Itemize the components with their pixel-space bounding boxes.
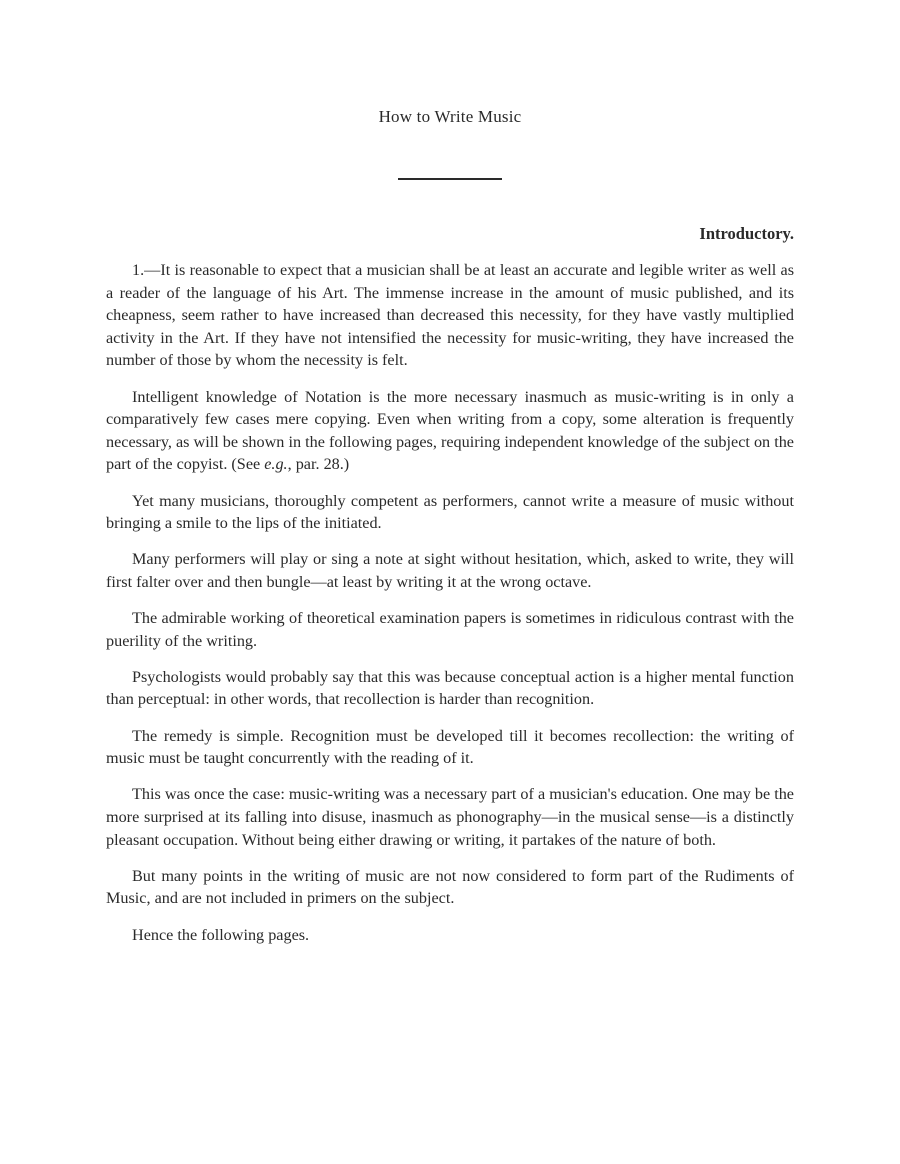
paragraph-2-tail: , par. 28.) (287, 455, 350, 474)
paragraph-2 (106, 386, 794, 476)
paragraph-6: Psychologists would probably say that this was because conceptual action is a higher mental function than perceptual: in other words, that recollection is harder than recognition. (106, 667, 794, 709)
paragraph-7: The remedy is simple. Recognition must be developed till it becomes recollection: the writing of music must be taught concurrently with the reading of it. (106, 726, 794, 768)
paragraph-9: But many points in the writing of music are not now considered to form part of the Rudiments of Music, and are not included in primers on the subject. (106, 866, 794, 908)
paragraph-4: Many performers will play or sing a note at sight without hesitation, which, asked to write, they will first falter over and then bungle—at least by writing it at the wrong octave. (106, 550, 794, 591)
paragraph-10: Hence the following pages. (132, 925, 310, 944)
body-text (106, 259, 794, 960)
page-title: How to Write Music (378, 107, 522, 126)
title-divider (398, 178, 502, 180)
paragraph-1: 1.—It is reasonable to expect that a musician shall be at least an accurate and legible writer as well as a reader of the language of his Art. The immense increase in the amount of music published, and its cheapness, seem rather to have increased than decreased this necessity, for they have vastly multiplied activity in the Art. If they have not intensified the necessity for music-writing, they have increased the number of those by whom the necessity is felt. (106, 261, 794, 370)
paragraph-5: The admirable working of theoretical examination papers is sometimes in ridiculous contrast with the puerility of the writing. (106, 609, 794, 650)
paragraph-2-emphasis: e.g. (264, 455, 288, 474)
section-heading: Introductory. (699, 224, 794, 243)
paragraph-8: This was once the case: music-writing was a necessary part of a musician's education. One may be the more surprised at its falling into disuse, inasmuch as phonography—in the musical sense—is a distinctly pleasant occupation. Without being either drawing or writing, it partakes of the nature of both. (106, 785, 794, 849)
paragraph-3: Yet many musicians, thoroughly competent as performers, cannot write a measure of music without bringing a smile to the lips of the initiated. (106, 491, 794, 533)
paragraph-2-text: Intelligent knowledge of Notation is the more necessary inasmuch as music-writing is in only a comparatively few cases mere copying. Even when writing from a copy, some alteration is frequently necessary, as will be shown in the following pages, requiring independent knowledge of the subject on the part of the copyist. (See (106, 387, 794, 474)
